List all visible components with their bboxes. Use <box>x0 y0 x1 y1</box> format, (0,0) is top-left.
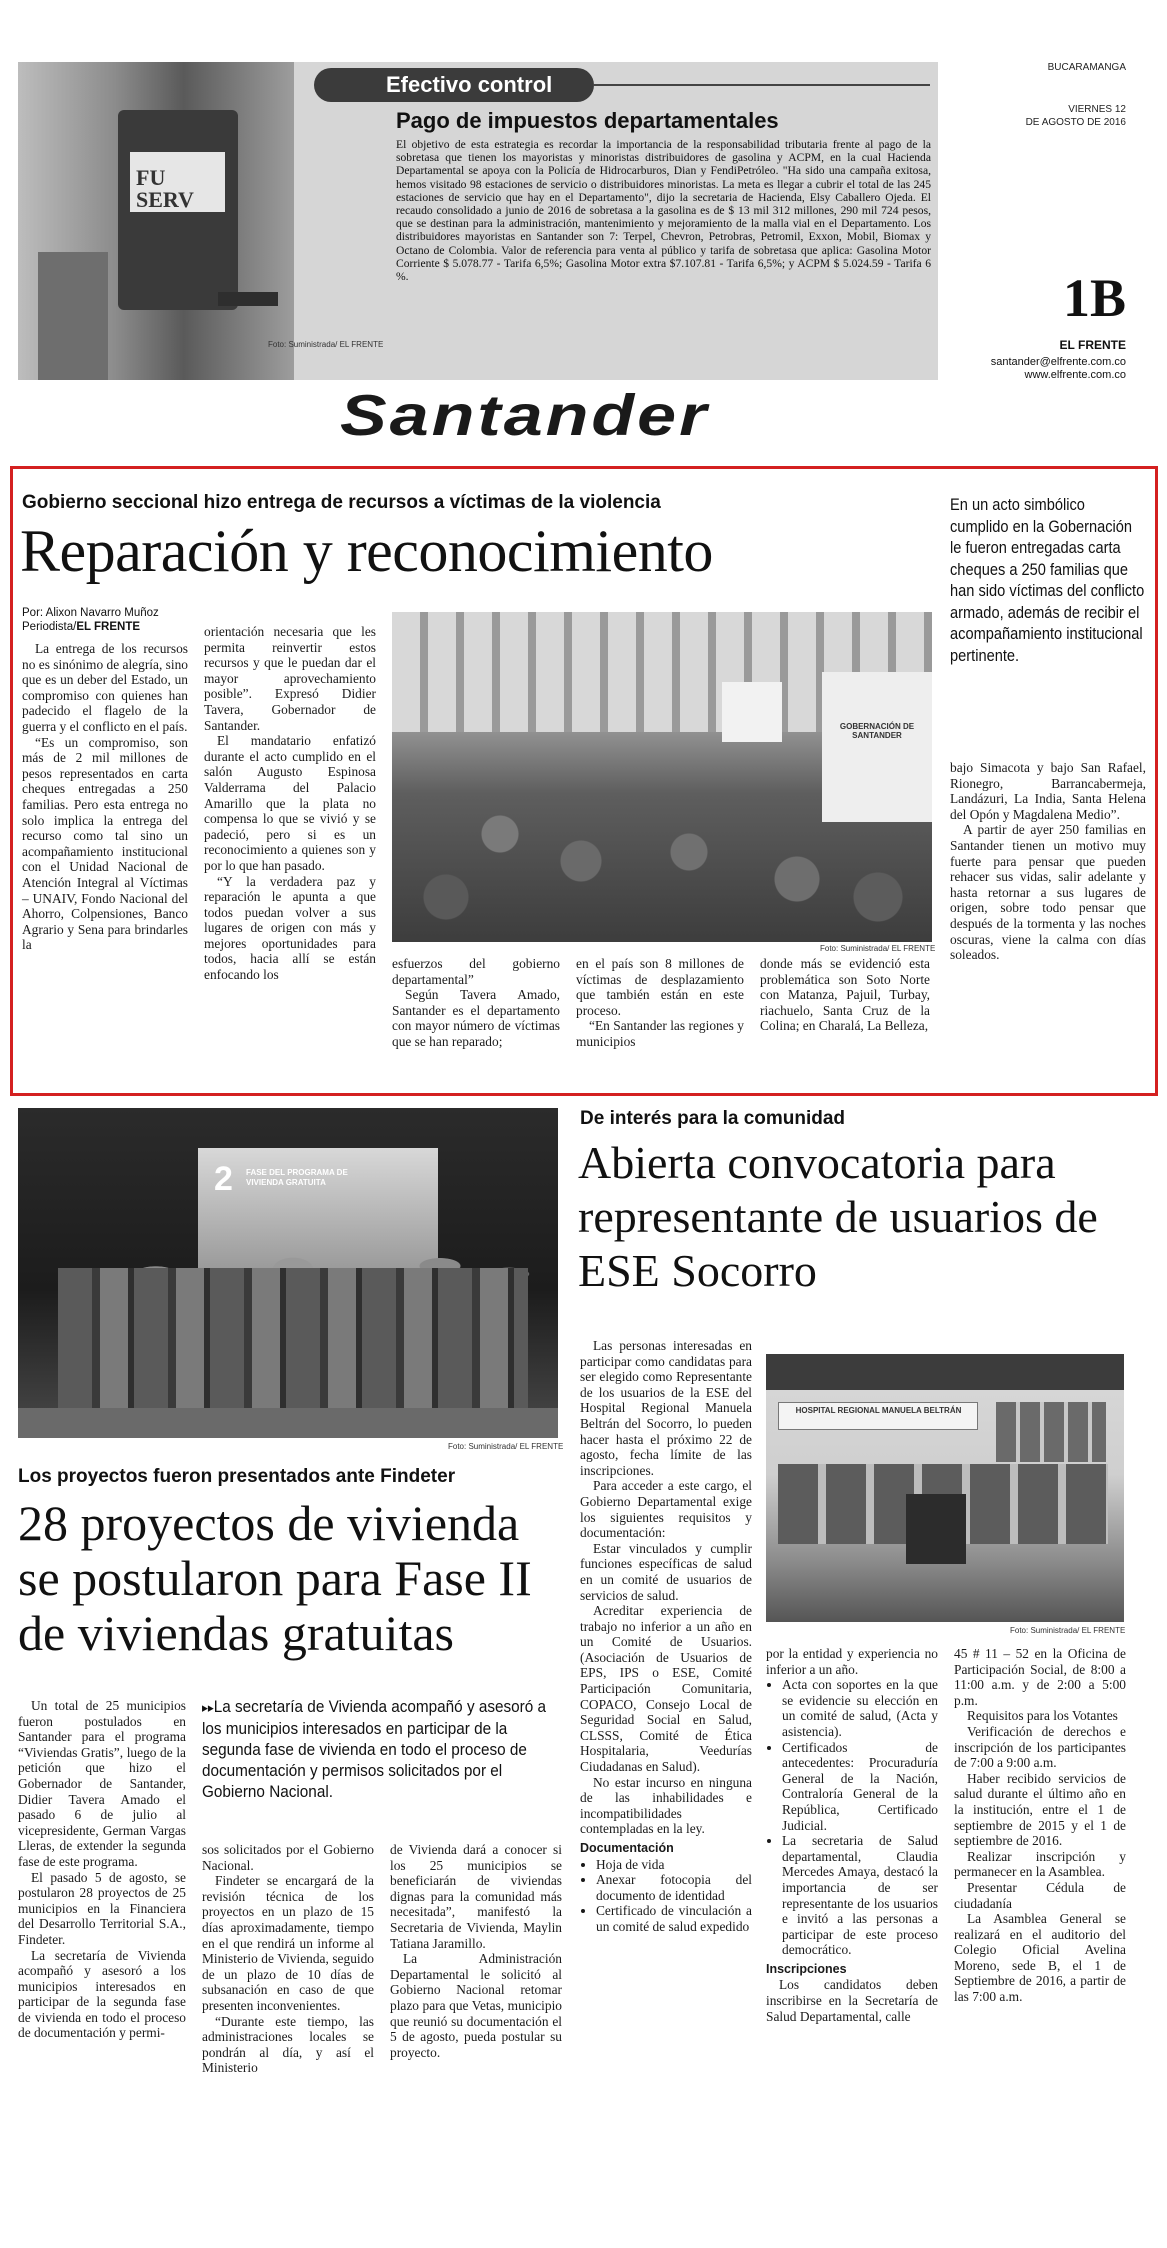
banner-body: El objetivo de esta estrategia es recordar la importancia de la responsabilidad tributaria frente al pago de la sobretasa que tienen los mayoristas y minoristas distribuidores de gasolina y ACPM, en la cual Hacienda Departamental se apoya con la Policía de Hidrocarburos, Dian y FendiPetróleo. "Ha sido una campaña exitosa, hemos visitado 98 estaciones de servicio o distribuidores minoristas. La meta es llegar a cubrir el total de las 245 estaciones de servicio que hay en el Departamento", dijo la secretaria de Hacienda, Elsy Caballero Ojeda. El recaudo consolidado a junio de 2016 de sobretasa a la gasolina es de $ 13 mil 312 millones, 290 mil 724 pesos, que se destinan para la administración, mantenimiento y mejoramiento de la malla vial en el Departamento. Los distribuidores mayoristas en Santander son 7: Terpel, Chevron, Petrobras, Petromil, Exxon, Mobil, Biomax y Octano de Colombia. Valor de referencia para venta al público y tarifa de sobretasa que aplica: Gasolina Motor Corriente $ 5.078.77 - Tarifa 6,5%; Gasolina Motor extra $7.107.81 - Tarifa 6,5%; y ACPM $ 5.024.59 - Tarifa 6 %. <box>396 138 931 284</box>
paragraph: “Es un compromiso, son más de 2 mil millones de pesos representados en carta cheques entregadas a 250 familias. Pero esta entrega no solo implica la entrega del recurso como tal sino un acompañamiento institucional con el Unidad Nacional de Atención Integral al Víctimas – UNAIV, Fondo Nacional del Ahorro, Colpensiones, Banco Agrario y Sena para brindarles la <box>22 734 188 953</box>
paragraph: La entrega de los recursos no es sinónimo de alegría, sino que es un deber del Estado, un compromiso con quienes han padecido el flagelo de la guerra y el conflicto en el país. <box>22 641 188 734</box>
paragraph: No estar incurso en ninguna de las inhabilidades e incompatibilidades contempladas en la ley. <box>580 1774 752 1837</box>
paragraph: de Vivienda dará a conocer si los 25 municipios se beneficiarán de viviendas dignas para la comunidad más necesitada”, manifestó la Secretaria de Vivienda, Maylin Tatiana Jaramillo. <box>390 1842 562 1951</box>
hospital-building-photo <box>766 1354 1124 1622</box>
email[interactable]: santander@elfrente.com.co <box>990 356 1126 368</box>
article3-col2 <box>766 1646 938 2024</box>
article2-col2 <box>202 1842 374 2076</box>
list-item: • Acta con soportes en la que se evidencie su elección en un comité de salud, (Acta y asistencia). <box>782 1677 938 1739</box>
paragraph: Según Tavera Amado, Santander es el departamento con mayor número de víctimas que se han reparado; <box>392 987 560 1049</box>
screen-text: FASE DEL PROGRAMA DE VIVIENDA GRATUITA <box>246 1168 348 1187</box>
paragraph: Un total de 25 municipios fueron postulados en Santander para el programa “Viviendas Gratis”, luego de la petición que hizo el Gobernador de Santander, Didier Tavera Amado el pasado 6 de julio al vicepresidente, German Vargas Lleras, de extender la segunda fase de este programa. <box>18 1698 186 1869</box>
deck-text: La secretaría de Vivienda acompañó y asesoró a los municipios interesados en participar de la segunda fase de vivienda en todo el proceso de documentación y permisos solicitados por el Gobierno Nacional. <box>202 1697 547 1801</box>
article2-kicker: Los proyectos fueron presentados ante Findeter <box>18 1466 456 1487</box>
paragraph: Las personas interesadas en participar como candidatas para ser elegido como Representante de los usuarios de la ESE del Hospital Regional Manuela Beltrán del Socorro, lo pueden hacer hasta el próximo 22 de agosto, fecha límite de las inscripciones. <box>580 1338 752 1478</box>
housing-event-photo <box>18 1108 558 1438</box>
paragraph: donde más se evidenció esta problemática son Soto Norte con Matanza, Pajuil, Turbay, riachuelo, Santa Cruz de la Colina; en Charalá, La Belleza, <box>760 956 930 1034</box>
paragraph: El pasado 5 de agosto, se postularon 28 proyectos de 25 municipios en la Financiera del Desarrollo Territorial S.A., Findeter. <box>18 1869 186 1947</box>
paragraph: orientación necesaria que les permita reinvertir estos recursos y que le puedan dar el mayor aprovechamiento posible”. Expresó Didier Tavera, Gobernador de Santander. <box>204 624 376 733</box>
building-sign: HOSPITAL REGIONAL MANUELA BELTRÁN <box>795 1406 962 1415</box>
article1-byline <box>22 606 202 634</box>
byline-paper: EL FRENTE <box>76 621 141 633</box>
article2-col1 <box>18 1698 186 2041</box>
banner-title: Pago de impuestos departamentales <box>396 108 779 133</box>
list-item: • La secretaria de Salud departamental, Claudia Mercedes Amaya, destacó la importancia de ser representante de los usuarios e invitó a las personas a participar de este proceso democrático. <box>782 1833 938 1958</box>
paragraph: Requisitos para los Votantes <box>967 1708 1118 1724</box>
paragraph: El mandatario enfatizó durante el acto cumplido en el salón Augusto Espinosa Valderrama del Palacio Amarillo que la plata no compensa lo que se vivió y se padeció, pero si es un reconocimiento a quienes son y por lo que han pasado. <box>204 733 376 873</box>
paragraph: Para acceder a este cargo, el Gobierno Departamental exige los siguientes requisitos y documentación: <box>580 1478 752 1541</box>
pull-quote: En un acto simbólico cumplido en la Gobernación le fueron entregadas carta cheques a 250 familias que han sido víctimas del conflicto armado, además de recibir el acompañamiento institucional pertinente. <box>950 495 1145 665</box>
paragraph: “Y la verdadera paz y reparación le apunta a que todos puedan volver a sus lugares de origen con más y mejores oportunidades para todos, hacia allí se están enfocando los <box>204 873 376 983</box>
article1-photo-credit: Foto: Suministrada/ EL FRENTE <box>820 944 936 953</box>
paragraph: sos solicitados por el Gobierno Nacional. <box>202 1842 374 1873</box>
article3-col3 <box>954 1646 1126 2005</box>
paragraph: 45 # 11 – 52 en la Oficina de Participación Social, de 8:00 a 11:00 a.m. y de 2:00 a 5:00 p.m. <box>954 1646 1126 1708</box>
paragraph: Acreditar experiencia de trabajo no inferior a un año en un Comité de Usuarios. (Asociación de Usuarios de EPS, IPS o ESE, Comité Participación Comunitaria, COPACO, Consejo Local de Seguridad Social en Salud, CLSSS, Comité de Ética Hospitalaria, Veedurías Ciudadanas en Salud). <box>580 1603 752 1775</box>
paragraph: Realizar inscripción y permanecer en la Asamblea. <box>954 1848 1126 1880</box>
list-item: • Hoja de vida <box>596 1857 752 1873</box>
paragraph: Presentar Cédula de ciudadanía <box>954 1879 1126 1911</box>
article1-kicker: Gobierno seccional hizo entrega de recursos a víctimas de la violencia <box>22 492 661 513</box>
paragraph: La secretaría de Vivienda acompañó y asesoró a los municipios interesados en participar de la segunda fase de vivienda en todo el proceso de documentación y permi- <box>18 1947 186 2041</box>
photo-credit: Foto: Suministrada/ EL FRENTE <box>268 340 384 349</box>
paragraph: Haber recibido servicios de salud durante el último año en la institución, entre el 1 de septiembre de 2015 y el 1 de septiembre de 2016. <box>954 1770 1126 1849</box>
paragraph: Estar vinculados y cumplir funciones específicas de salud en un comité de usuarios de servicios de salud. <box>580 1540 752 1603</box>
documentacion-list <box>580 1857 752 1935</box>
day: VIERNES 12 <box>1068 104 1126 115</box>
paragraph: Los candidatos deben inscribirse en la Secretaría de Salud Departamental, calle <box>766 1977 938 2024</box>
page-number: 1B <box>1062 268 1126 328</box>
list-item: • Certificados de antecedentes: Procuraduría General de la Nación, Contraloría General de la República, Certificado Judicial. <box>782 1740 938 1834</box>
article1-col5 <box>760 956 930 1034</box>
list-item: • Anexar fotocopia del documento de identidad <box>596 1872 752 1903</box>
article3-headline: Abierta convocatoria para representante de usuarios de ESE Socorro <box>578 1137 1098 1296</box>
article1-col1 <box>22 641 188 953</box>
paragraph: Verificación de derechos e inscripción de los participantes de 7:00 a 9:00 a.m. <box>954 1723 1126 1771</box>
article2-photo-credit: Foto: Suministrada/ EL FRENTE <box>448 1442 564 1451</box>
documentacion-title: Documentación <box>580 1841 674 1855</box>
byline-role: Periodista/ <box>22 621 77 633</box>
paragraph: “Durante este tiempo, las administraciones locales se pondrán al día, y así el Ministerio <box>202 2013 374 2076</box>
ceremony-photo <box>392 612 932 942</box>
article1-col2 <box>204 624 376 983</box>
list-item: • Certificado de vinculación a un comité de salud expedido <box>596 1903 752 1934</box>
fuel-pump-photo <box>18 62 384 380</box>
top-banner <box>18 62 938 380</box>
website[interactable]: www.elfrente.com.co <box>1024 369 1126 381</box>
pump-label: FU SERV <box>136 165 194 212</box>
stage-banner: GOBERNACIÓN DE SANTANDER <box>839 722 915 740</box>
article2-col3 <box>390 1842 562 2060</box>
article3-photo-credit: Foto: Suministrada/ EL FRENTE <box>1010 1626 1126 1635</box>
article1-col3 <box>392 956 560 1050</box>
paragraph: “En Santander las regiones y municipios <box>576 1018 744 1049</box>
screen-number: 2 <box>214 1160 233 1198</box>
article1-headline: Reparación y reconocimiento <box>20 518 713 584</box>
article1-col6 <box>950 760 1146 963</box>
article2-headline: 28 proyectos de vivienda se postularon para Fase II de viviendas gratuitas <box>18 1495 532 1661</box>
paragraph: esfuerzos del gobierno departamental” <box>392 956 560 987</box>
section-label-pill <box>314 68 594 102</box>
paragraph: La Asamblea General se realizará en el auditorio del Colegio Oficial Avelina Moreno, sede B, el 1 de Septiembre de 2016, a partir de las 7:00 a.m. <box>954 1911 1126 2005</box>
paragraph: bajo Simacota y bajo San Rafael, Rionegro, Barrancabermeja, Landázuri, La India, Santa Helena del Opón y Magdalena Medio”. <box>950 760 1146 822</box>
requirements-list <box>766 1677 938 1958</box>
paragraph: La Administración Departamental le solicitó al Gobierno Nacional retomar plazo para que Vetas, municipio que reunió su documentación el 5 de agosto, pueda postular su proyecto. <box>390 1951 562 2060</box>
paragraph: por la entidad y experiencia no inferior a un año. <box>766 1646 938 1677</box>
pill-divider <box>594 84 930 86</box>
deck-arrow-icon: ▸▸ <box>202 1700 214 1715</box>
date: DE AGOSTO DE 2016 <box>1025 117 1126 128</box>
section-label: Efectivo control <box>386 72 553 97</box>
article3-col1 <box>580 1338 752 1935</box>
paragraph: en el país son 8 millones de víctimas de desplazamiento que también están en este proceso. <box>576 956 744 1018</box>
inscripciones-title: Inscripciones <box>766 1961 847 1976</box>
article1-col4 <box>576 956 744 1050</box>
paragraph: Findeter se encargará de la revisión técnica de los proyectos en un plazo de 15 días aproximadamente, tiempo en el que rendirá un informe al Ministerio de Vivienda, seguido de un plazo de 10 días de subsanación en caso de que presenten inconvenientes. <box>202 1873 374 2013</box>
article2-deck <box>202 1696 560 1802</box>
byline-name: Por: Alixon Navarro Muñoz <box>22 607 159 619</box>
city: BUCARAMANGA <box>1047 62 1126 73</box>
article3-kicker: De interés para la comunidad <box>580 1108 846 1129</box>
section-title: Santander <box>340 383 710 448</box>
paper-name: EL FRENTE <box>1059 338 1126 352</box>
paragraph: A partir de ayer 250 familias en Santander tienen un motivo muy fuerte para pensar que pueden rehacer sus vidas, salir adelante y hasta retornar a sus lugares de origen, sobre todo pensar que después de la tormenta y las noches oscuras, viene la calma con días soleados. <box>950 822 1146 963</box>
